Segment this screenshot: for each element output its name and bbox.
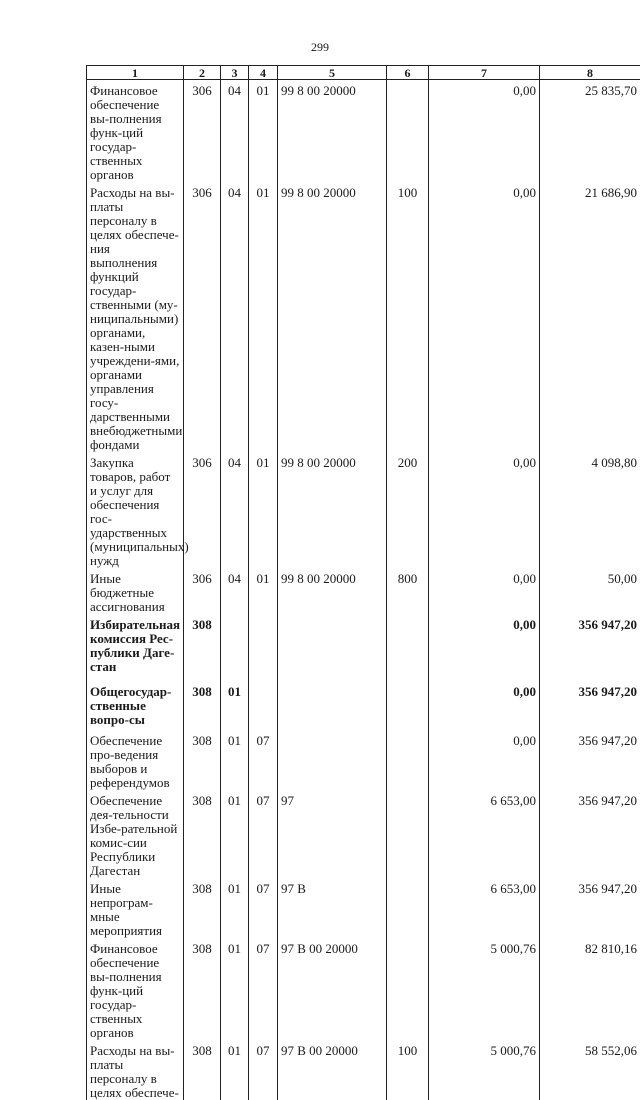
- table-header-row: [87, 66, 640, 80]
- admin-code-cell: 308: [184, 681, 221, 730]
- amount-col8-cell: 58 552,06: [540, 1040, 640, 1100]
- row-name-cell: Обеспечение про-ведения выборов и референдумов: [87, 730, 184, 790]
- target-article-cell: 99 8 00 20000: [278, 80, 387, 183]
- expense-type-cell: [387, 80, 429, 183]
- amount-col8-cell: 21 686,90: [540, 182, 640, 452]
- expense-type-cell: [387, 614, 429, 681]
- admin-code-cell: 306: [184, 568, 221, 614]
- target-article-cell: [278, 614, 387, 681]
- admin-code-cell: 306: [184, 182, 221, 452]
- amount-col8-cell: 25 835,70: [540, 80, 640, 183]
- expense-type-cell: [387, 878, 429, 938]
- column-header: 5: [278, 66, 387, 80]
- admin-code-cell: 306: [184, 452, 221, 568]
- table-row: [87, 568, 640, 614]
- amount-col8-cell: 356 947,20: [540, 730, 640, 790]
- row-name-cell: Обеспечение дея-тельности Избе-рательной комис-сии Республики Дагестан: [87, 790, 184, 878]
- table-row: [87, 452, 640, 568]
- admin-code-cell: 308: [184, 878, 221, 938]
- admin-code-cell: 308: [184, 790, 221, 878]
- row-name-cell: Иные непрограм-мные мероприятия: [87, 878, 184, 938]
- column-header: 3: [221, 66, 249, 80]
- subsection-cell: [249, 681, 278, 730]
- amount-col8-cell: 82 810,16: [540, 938, 640, 1040]
- amount-col8-cell: 50,00: [540, 568, 640, 614]
- expense-type-cell: [387, 938, 429, 1040]
- section-cell: 04: [221, 182, 249, 452]
- subsection-cell: 07: [249, 790, 278, 878]
- admin-code-cell: 308: [184, 1040, 221, 1100]
- subsection-cell: 07: [249, 878, 278, 938]
- target-article-cell: 99 8 00 20000: [278, 452, 387, 568]
- expense-type-cell: 100: [387, 1040, 429, 1100]
- subsection-cell: 07: [249, 730, 278, 790]
- column-header: 1: [87, 66, 184, 80]
- amount-col7-cell: 0,00: [429, 681, 540, 730]
- column-header: 7: [429, 66, 540, 80]
- target-article-cell: [278, 730, 387, 790]
- amount-col7-cell: 6 653,00: [429, 790, 540, 878]
- amount-col7-cell: 0,00: [429, 80, 540, 183]
- amount-col8-cell: 356 947,20: [540, 878, 640, 938]
- amount-col8-cell: 4 098,80: [540, 452, 640, 568]
- subsection-cell: 01: [249, 452, 278, 568]
- table-row: [87, 878, 640, 938]
- target-article-cell: 97 В 00 20000: [278, 1040, 387, 1100]
- amount-col7-cell: 5 000,76: [429, 1040, 540, 1100]
- expense-type-cell: [387, 730, 429, 790]
- amount-col7-cell: 0,00: [429, 730, 540, 790]
- expense-type-cell: 800: [387, 568, 429, 614]
- admin-code-cell: 308: [184, 614, 221, 681]
- row-name-cell: Иные бюджетные ассигнования: [87, 568, 184, 614]
- target-article-cell: 97 В: [278, 878, 387, 938]
- table-row: [87, 182, 640, 452]
- subsection-cell: 01: [249, 568, 278, 614]
- amount-col8-cell: 356 947,20: [540, 614, 640, 681]
- table-row: [87, 938, 640, 1040]
- expense-type-cell: 100: [387, 182, 429, 452]
- section-cell: 01: [221, 681, 249, 730]
- subsection-cell: 07: [249, 1040, 278, 1100]
- budget-table: [86, 65, 640, 1100]
- table-row: [87, 614, 640, 681]
- table-row: [87, 730, 640, 790]
- admin-code-cell: 308: [184, 730, 221, 790]
- expense-type-cell: 200: [387, 452, 429, 568]
- row-name-cell: Избирательная комиссия Рес-публики Даге-стан: [87, 614, 184, 681]
- column-header: 6: [387, 66, 429, 80]
- table-row: [87, 1040, 640, 1100]
- amount-col7-cell: 0,00: [429, 614, 540, 681]
- amount-col7-cell: 5 000,76: [429, 938, 540, 1040]
- table-row: [87, 80, 640, 183]
- amount-col7-cell: 0,00: [429, 568, 540, 614]
- section-cell: [221, 614, 249, 681]
- section-cell: 04: [221, 568, 249, 614]
- amount-col8-cell: 356 947,20: [540, 790, 640, 878]
- amount-col8-cell: 356 947,20: [540, 681, 640, 730]
- row-name-cell: Закупка товаров, работ и услуг для обеспечения гос-ударственных (муниципальных) нужд: [87, 452, 184, 568]
- subsection-cell: [249, 614, 278, 681]
- target-article-cell: [278, 681, 387, 730]
- row-name-cell: Общегосудар-ственные вопро-сы: [87, 681, 184, 730]
- expense-type-cell: [387, 681, 429, 730]
- amount-col7-cell: 0,00: [429, 182, 540, 452]
- row-name-cell: Финансовое обеспечение вы-полнения функ-ций государ-ственных органов: [87, 938, 184, 1040]
- row-name-cell: Расходы на вы-платы персоналу в целях обеспече-: [87, 1040, 184, 1100]
- column-header: 4: [249, 66, 278, 80]
- target-article-cell: 99 8 00 20000: [278, 568, 387, 614]
- subsection-cell: 01: [249, 80, 278, 183]
- column-header: 2: [184, 66, 221, 80]
- row-name-cell: Расходы на вы-платы персоналу в целях обеспече-ния выполнения функций государ-ственными (му-ниципальными) органами, казен-ными учреждени-ями, органами управления госу-дарственными внебюджетными фондами: [87, 182, 184, 452]
- amount-col7-cell: 0,00: [429, 452, 540, 568]
- section-cell: 01: [221, 1040, 249, 1100]
- table-row: [87, 681, 640, 730]
- target-article-cell: 97 В 00 20000: [278, 938, 387, 1040]
- amount-col7-cell: 6 653,00: [429, 878, 540, 938]
- column-header: 8: [540, 66, 640, 80]
- section-cell: 04: [221, 452, 249, 568]
- page-number: 299: [0, 40, 640, 55]
- section-cell: 01: [221, 730, 249, 790]
- section-cell: 01: [221, 938, 249, 1040]
- table-row: [87, 790, 640, 878]
- section-cell: 04: [221, 80, 249, 183]
- target-article-cell: 97: [278, 790, 387, 878]
- section-cell: 01: [221, 790, 249, 878]
- expense-type-cell: [387, 790, 429, 878]
- admin-code-cell: 306: [184, 80, 221, 183]
- target-article-cell: 99 8 00 20000: [278, 182, 387, 452]
- admin-code-cell: 308: [184, 938, 221, 1040]
- section-cell: 01: [221, 878, 249, 938]
- subsection-cell: 01: [249, 182, 278, 452]
- row-name-cell: Финансовое обеспечение вы-полнения функ-ций государ-ственных органов: [87, 80, 184, 183]
- subsection-cell: 07: [249, 938, 278, 1040]
